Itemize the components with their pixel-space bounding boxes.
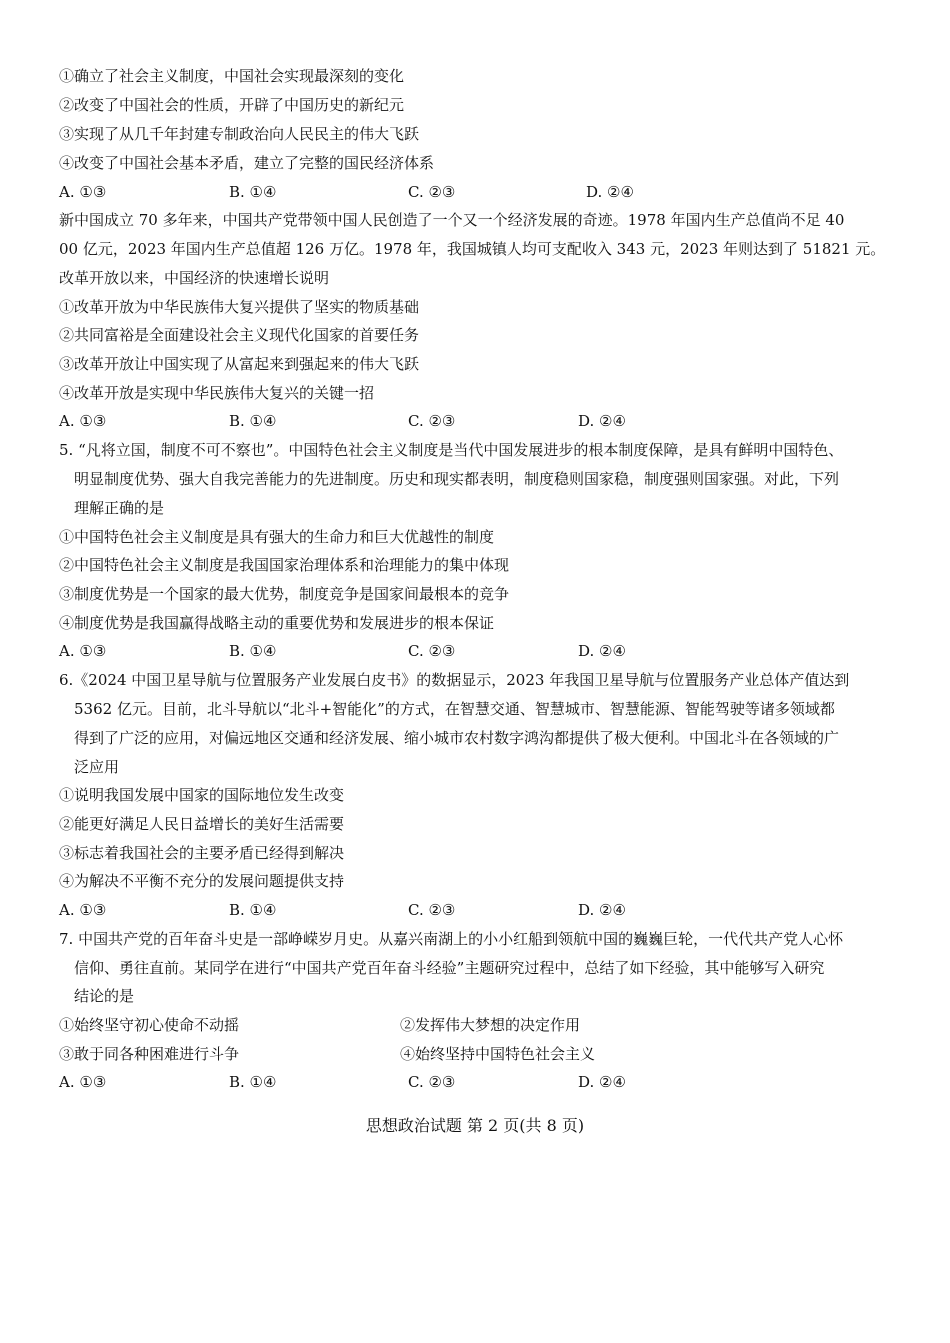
q6-option-b: B. ①④ [229, 901, 277, 919]
q5-option-c: C. ②③ [408, 642, 456, 660]
q6-item-2: ②能更好满足人民日益增长的美好生活需要 [59, 815, 345, 833]
q7-item-3: ③敢于同各种困难进行斗争 [59, 1045, 240, 1063]
q7-item-2: ②发挥伟大梦想的决定作用 [400, 1016, 581, 1034]
q7-item-4: ④始终坚持中国特色社会主义 [400, 1045, 596, 1063]
q7-item-1: ①始终坚守初心使命不动摇 [59, 1016, 240, 1034]
q6-item-3: ③标志着我国社会的主要矛盾已经得到解决 [59, 844, 345, 862]
q3-option-c: C. ②③ [408, 183, 456, 201]
q6-item-4: ④为解决不平衡不充分的发展问题提供支持 [59, 872, 345, 890]
q3-option-b: B. ①④ [229, 183, 277, 201]
q5-options [59, 641, 879, 661]
q5-item-4: ④制度优势是我国赢得战略主动的重要优势和发展进步的根本保证 [59, 614, 495, 632]
q6-option-c: C. ②③ [408, 901, 456, 919]
q4-stem-line-2: 00 亿元，2023 年国内生产总值超 126 万亿。1978 年，我国城镇人均可支配收入 343 元，2023 年则达到了 51821 元。 [59, 240, 886, 258]
q5-option-a: A. ①③ [59, 642, 107, 660]
q7-stem-line-3: 结论的是 [74, 987, 135, 1005]
q4-item-1: ①改革开放为中华民族伟大复兴提供了坚实的物质基础 [59, 298, 420, 316]
q4-option-b: B. ①④ [229, 412, 277, 430]
q4-item-4: ④改革开放是实现中华民族伟大复兴的关键一招 [59, 384, 375, 402]
q3-item-4: ④改变了中国社会基本矛盾，建立了完整的国民经济体系 [59, 154, 435, 172]
q5-option-d: D. ②④ [578, 642, 626, 660]
q7-option-d: D. ②④ [578, 1073, 626, 1091]
q4-stem-line-1: 新中国成立 70 多年来，中国共产党带领中国人民创造了一个又一个经济发展的奇迹。1978 年国内生产总值尚不足 40 [59, 211, 845, 229]
q5-option-b: B. ①④ [229, 642, 277, 660]
q7-stem-line-2: 信仰、勇往直前。某同学在进行“中国共产党百年奋斗经验”主题研究过程中，总结了如下经验，其中能够写入研究 [74, 959, 825, 977]
q4-option-c: C. ②③ [408, 412, 456, 430]
q4-item-3: ③改革开放让中国实现了从富起来到强起来的伟大飞跃 [59, 355, 420, 373]
q3-item-3: ③实现了从几千年封建专制政治向人民民主的伟大飞跃 [59, 125, 420, 143]
q4-stem-line-3: 改革开放以来，中国经济的快速增长说明 [59, 269, 330, 287]
q7-option-b: B. ①④ [229, 1073, 277, 1091]
q5-item-1: ①中国特色社会主义制度是具有强大的生命力和巨大优越性的制度 [59, 528, 495, 546]
q6-option-d: D. ②④ [578, 901, 626, 919]
q5-stem-line-1: 5. “凡将立国，制度不可不察也”。中国特色社会主义制度是当代中国发展进步的根本制度保障，是具有鲜明中国特色、 [59, 441, 844, 459]
q5-item-3: ③制度优势是一个国家的最大优势，制度竞争是国家间最根本的竞争 [59, 585, 510, 603]
q3-item-2: ②改变了中国社会的性质，开辟了中国历史的新纪元 [59, 96, 405, 114]
q7-items-row-1 [59, 1015, 879, 1035]
q3-options [59, 182, 879, 202]
page-footer: 思想政治试题 第 2 页(共 8 页) [365, 1116, 585, 1135]
q4-item-2: ②共同富裕是全面建设社会主义现代化国家的首要任务 [59, 326, 420, 344]
q6-option-a: A. ①③ [59, 901, 107, 919]
q3-item-1: ①确立了社会主义制度，中国社会实现最深刻的变化 [59, 67, 405, 85]
q3-option-a: A. ①③ [59, 183, 107, 201]
q7-option-c: C. ②③ [408, 1073, 456, 1091]
q7-options [59, 1072, 879, 1092]
q6-item-1: ①说明我国发展中国家的国际地位发生改变 [59, 786, 345, 804]
q6-options [59, 900, 879, 920]
q4-option-d: D. ②④ [578, 412, 626, 430]
q6-stem-line-2: 5362 亿元。目前，北斗导航以“北斗+智能化”的方式，在智慧交通、智慧城市、智慧能源、智能驾驶等诸多领域都 [74, 700, 835, 718]
q3-option-d: D. ②④ [586, 183, 634, 201]
q4-option-a: A. ①③ [59, 412, 107, 430]
q5-stem-line-3: 理解正确的是 [74, 499, 165, 517]
q6-stem-line-3: 得到了广泛的应用，对偏远地区交通和经济发展、缩小城市农村数字鸿沟都提供了极大便利。中国北斗在各领域的广 [74, 729, 840, 747]
q7-items-row-2 [59, 1044, 879, 1064]
q5-stem-line-2: 明显制度优势、强大自我完善能力的先进制度。历史和现实都表明，制度稳则国家稳，制度强则国家强。对此，下列 [74, 470, 840, 488]
q6-stem-line-4: 泛应用 [74, 758, 120, 776]
q7-stem-line-1: 7. 中国共产党的百年奋斗史是一部峥嵘岁月史。从嘉兴南湖上的小小红船到领航中国的巍巍巨轮，一代代共产党人心怀 [59, 930, 844, 948]
q6-stem-line-1: 6.《2024 中国卫星导航与位置服务产业发展白皮书》的数据显示，2023 年我国卫星导航与位置服务产业总体产值达到 [59, 671, 850, 689]
q4-options [59, 411, 879, 431]
q5-item-2: ②中国特色社会主义制度是我国国家治理体系和治理能力的集中体现 [59, 556, 510, 574]
q7-option-a: A. ①③ [59, 1073, 107, 1091]
